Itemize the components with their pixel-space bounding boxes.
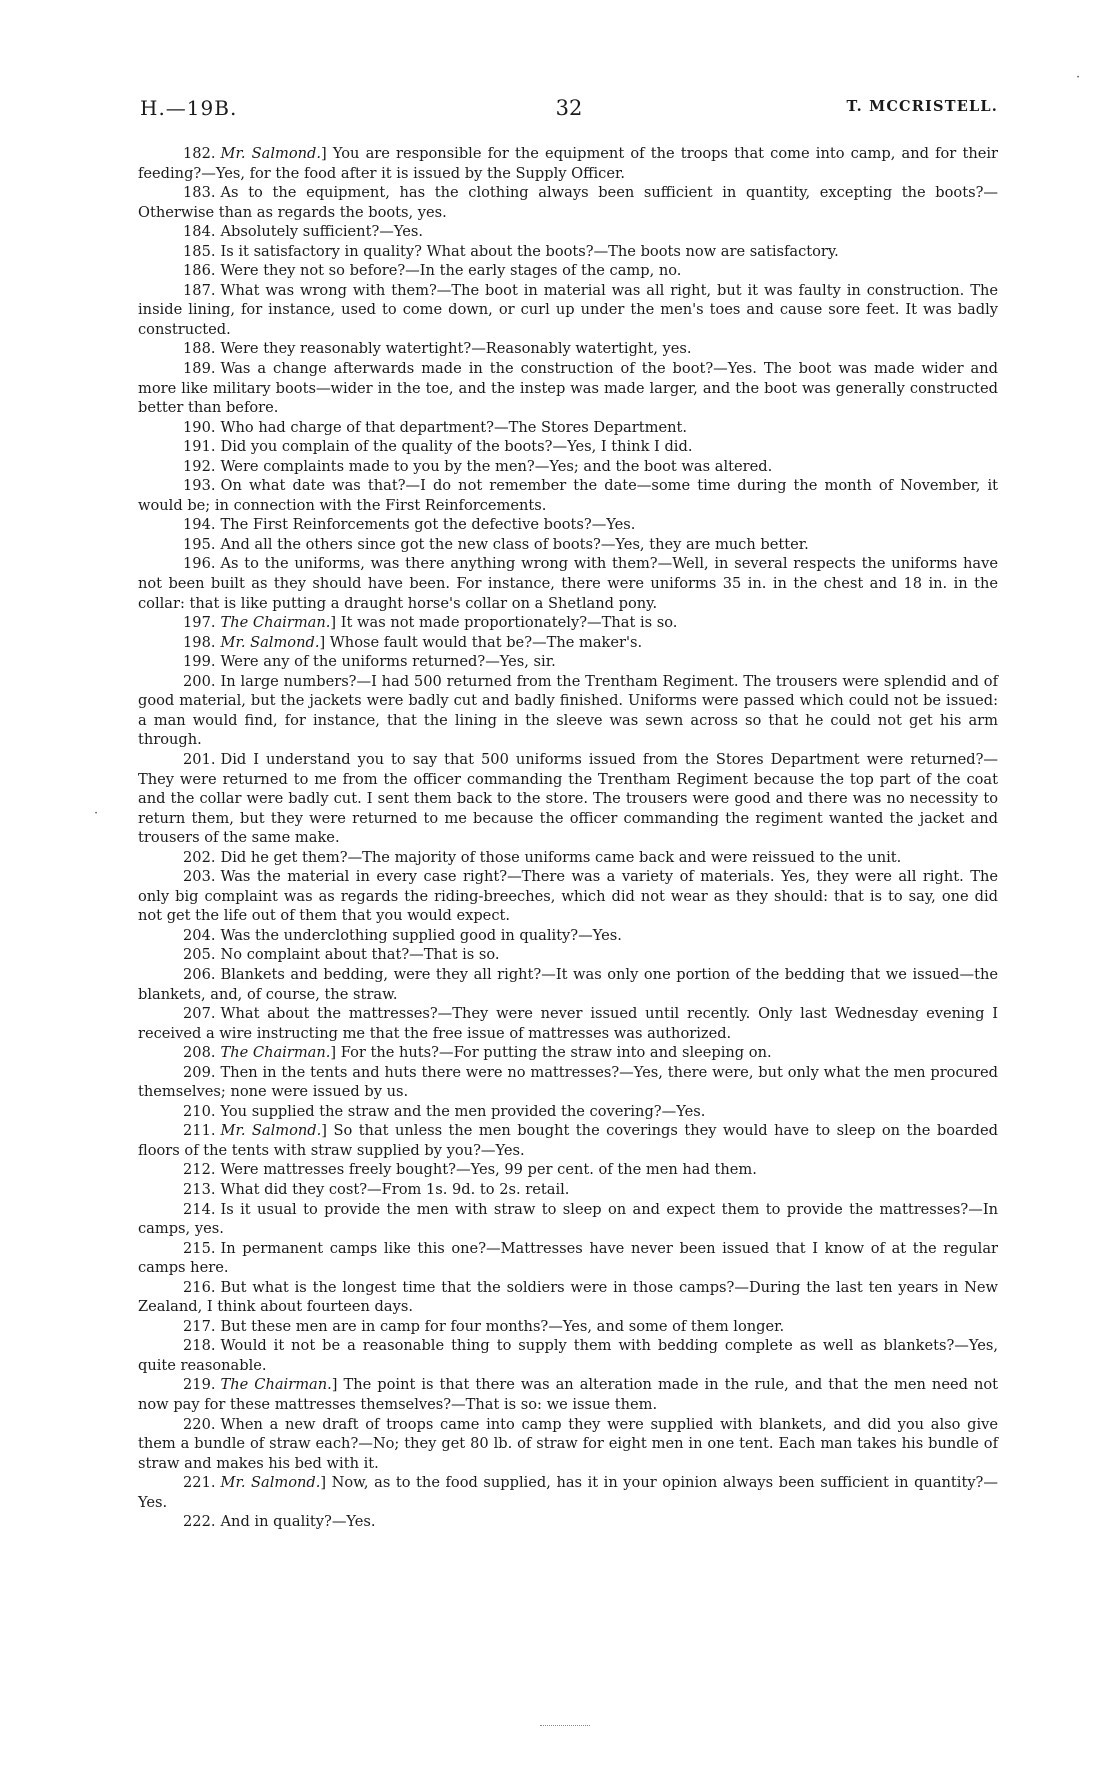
question-number: 193. <box>183 477 216 495</box>
question-answer-text: Is it satisfactory in quality? What about the boots?—The boots now are satisfactory. <box>220 242 839 260</box>
testimony-paragraph <box>138 1102 998 1122</box>
question-number: 184. <box>183 223 216 241</box>
question-answer-text: And in quality?—Yes. <box>220 1513 376 1531</box>
testimony-paragraph <box>138 1239 998 1278</box>
question-answer-text: No complaint about that?—That is so. <box>220 946 500 964</box>
testimony-paragraph <box>138 437 998 457</box>
question-answer-text: Was the material in every case right?—There was a variety of materials. Yes, they were all right. The only big complaint was as regards the riding-breeches, which did not wear as they should: that is to say, one did not get the life out of them that you would expect. <box>138 868 998 925</box>
testimony-paragraph <box>138 1180 998 1200</box>
page-end-mark <box>540 1725 590 1728</box>
question-number: 197. <box>183 614 216 632</box>
testimony-paragraph <box>138 633 998 653</box>
speaker-name: Mr. Salmond. <box>220 1474 321 1492</box>
testimony-paragraph <box>138 848 998 868</box>
question-answer-text: ] Now, as to the food supplied, has it in your opinion always been sufficient in quantity?—Yes. <box>138 1474 998 1511</box>
question-number: 216. <box>183 1278 216 1296</box>
question-answer-text: Is it usual to provide the men with straw to sleep on and expect them to provide the mattresses?—In camps, yes. <box>138 1200 998 1238</box>
page-header <box>140 96 998 126</box>
margin-mark: · <box>1076 70 1081 85</box>
question-answer-text: Were complaints made to you by the men?—Yes; and the boot was altered. <box>220 457 773 475</box>
question-number: 182. <box>183 145 216 162</box>
question-number: 215. <box>183 1239 216 1257</box>
question-answer-text: ] Whose fault would that be?—The maker's. <box>319 633 643 651</box>
document-reference: H.—19B. <box>140 96 238 120</box>
question-number: 190. <box>183 418 216 436</box>
testimony-paragraph <box>138 554 998 613</box>
question-number: 217. <box>183 1317 216 1335</box>
testimony-paragraph <box>138 1043 998 1063</box>
testimony-paragraph <box>138 222 998 242</box>
page-number: 32 <box>555 96 583 120</box>
question-answer-text: What about the mattresses?—They were never issued until recently. Only last Wednesday evening I received a wire instructing me that the free issue of mattresses was authorized. <box>138 1005 998 1042</box>
speaker-name: Mr. Salmond. <box>220 633 320 651</box>
question-number: 192. <box>183 457 216 475</box>
speaker-name: The Chairman. <box>220 614 331 632</box>
testimony-paragraph <box>138 359 998 418</box>
question-answer-text: The First Reinforcements got the defective boots?—Yes. <box>220 516 636 534</box>
testimony-paragraph <box>138 1160 998 1180</box>
question-number: 214. <box>183 1200 216 1218</box>
question-number: 212. <box>183 1161 216 1179</box>
testimony-paragraph <box>138 1375 998 1414</box>
question-answer-text: When a new draft of troops came into camp they were supplied with blankets, and did you also give them a bundle of straw each?—No; they get 80 lb. of straw for eight men in one tent. Each man takes his bundle of straw and makes his bed with it. <box>138 1415 998 1472</box>
testimony-paragraph <box>138 1473 998 1512</box>
testimony-paragraph <box>138 1278 998 1317</box>
question-number: 207. <box>183 1005 216 1023</box>
question-number: 194. <box>183 516 216 534</box>
question-number: 219. <box>183 1376 216 1394</box>
testimony-paragraph <box>138 476 998 515</box>
question-answer-text: On what date was that?—I do not remember the date—some time during the month of November, it would be; in connection with the First Reinforcements. <box>138 477 998 514</box>
testimony-paragraph <box>138 281 998 340</box>
question-answer-text: Were they not so before?—In the early stages of the camp, no. <box>220 262 682 280</box>
question-number: 205. <box>183 946 216 964</box>
question-answer-text: Blankets and bedding, were they all right?—It was only one portion of the bedding that we issued—the blankets, and, of course, the straw. <box>138 965 998 1003</box>
testimony-paragraph <box>138 1512 998 1532</box>
question-number: 202. <box>183 848 216 866</box>
question-number: 203. <box>183 868 216 886</box>
question-answer-text: ] So that unless the men bought the coverings they would have to sleep on the boarded floors of the tents with straw supplied by you?—Yes. <box>138 1122 999 1159</box>
testimony-paragraph <box>138 339 998 359</box>
question-number: 183. <box>183 184 216 202</box>
question-number: 218. <box>183 1337 216 1355</box>
testimony-paragraph <box>138 1004 998 1043</box>
question-number: 188. <box>183 340 216 358</box>
question-number: 189. <box>183 360 216 378</box>
question-answer-text: Absolutely sufficient?—Yes. <box>220 223 423 241</box>
question-number: 221. <box>183 1474 216 1492</box>
question-number: 191. <box>183 438 216 456</box>
testimony-paragraph <box>138 1063 998 1102</box>
question-number: 208. <box>183 1044 216 1062</box>
question-answer-text: Who had charge of that department?—The Stores Department. <box>220 418 687 436</box>
testimony-paragraph <box>138 926 998 946</box>
question-number: 198. <box>183 633 216 651</box>
question-answer-text: Then in the tents and huts there were no mattresses?—Yes, there were, but only what the men procured themselves; none were issued by us. <box>138 1063 998 1101</box>
question-number: 213. <box>183 1180 216 1198</box>
question-number: 196. <box>183 555 216 573</box>
question-answer-text: ] It was not made proportionately?—That is so. <box>330 614 678 632</box>
question-answer-text: ] You are responsible for the equipment of the troops that come into camp, and for their feeding?—Yes, for the food after it is issued by the Supply Officer. <box>138 145 998 182</box>
question-answer-text: What did they cost?—From 1s. 9d. to 2s. retail. <box>220 1180 570 1198</box>
question-answer-text: ] For the huts?—For putting the straw into and sleeping on. <box>330 1044 772 1062</box>
testimony-paragraph <box>138 945 998 965</box>
testimony-paragraph <box>138 261 998 281</box>
question-answer-text: Was the underclothing supplied good in quality?—Yes. <box>220 926 622 944</box>
question-number: 204. <box>183 926 216 944</box>
question-answer-text: Did you complain of the quality of the boots?—Yes, I think I did. <box>220 438 693 456</box>
question-answer-text: In permanent camps like this one?—Mattresses have never been issued that I know of at the regular camps here. <box>138 1239 998 1277</box>
question-answer-text: Did he get them?—The majority of those uniforms came back and were reissued to the unit. <box>220 848 902 866</box>
testimony-paragraph <box>138 867 998 926</box>
testimony-paragraph <box>138 535 998 555</box>
testimony-paragraph <box>138 1121 998 1160</box>
question-answer-text: In large numbers?—I had 500 returned from the Trentham Regiment. The trousers were splendid and of good material, but the jackets were badly cut and badly finished. Uniforms were passed which could not be issued: a man would find, for instance, that the lining in the sleeve was sewn across so that he could not get his arm through. <box>138 672 998 749</box>
question-answer-text: But what is the longest time that the soldiers were in those camps?—During the last ten years in New Zealand, I think about fourteen days. <box>138 1278 998 1316</box>
testimony-paragraph <box>138 1415 998 1474</box>
testimony-body <box>138 144 998 1532</box>
question-number: 201. <box>183 750 216 768</box>
testimony-paragraph <box>138 613 998 633</box>
question-answer-text: Was a change afterwards made in the construction of the boot?—Yes. The boot was made wider and more like military boots—wider in the toe, and the instep was made larger, and the boot was generally constructed better than before. <box>138 360 998 417</box>
question-number: 186. <box>183 262 216 280</box>
question-number: 206. <box>183 965 216 983</box>
question-number: 211. <box>183 1122 216 1140</box>
question-number: 200. <box>183 672 216 690</box>
question-answer-text: Were they reasonably watertight?—Reasonably watertight, yes. <box>220 340 692 358</box>
question-answer-text: ] The point is that there was an alteration made in the rule, and that the men need not now pay for these mattresses themselves?—That is so: we issue them. <box>138 1376 998 1413</box>
question-number: 187. <box>183 281 216 299</box>
testimony-paragraph <box>138 457 998 477</box>
question-answer-text: Would it not be a reasonable thing to supply them with bedding complete as well as blankets?—Yes, quite reasonable. <box>138 1337 998 1374</box>
question-number: 209. <box>183 1063 216 1081</box>
testimony-paragraph <box>138 1317 998 1337</box>
question-answer-text: As to the equipment, has the clothing always been sufficient in quantity, excepting the boots?—Otherwise than as regards the boots, yes. <box>138 184 998 221</box>
testimony-paragraph <box>138 144 998 183</box>
testimony-paragraph <box>138 183 998 222</box>
speaker-name: Mr. Salmond. <box>220 145 321 162</box>
testimony-paragraph <box>138 965 998 1004</box>
question-answer-text: What was wrong with them?—The boot in material was all right, but it was faulty in construction. The inside lining, for instance, used to come down, or curl up under the men's toes and cause sore feet. It was badly constructed. <box>138 281 998 338</box>
question-number: 222. <box>183 1513 216 1531</box>
speaker-name: The Chairman. <box>220 1044 331 1062</box>
testimony-paragraph <box>138 750 998 848</box>
question-number: 185. <box>183 242 216 260</box>
testimony-paragraph <box>138 418 998 438</box>
testimony-paragraph <box>138 672 998 750</box>
margin-mark: · <box>94 806 99 821</box>
testimony-paragraph <box>138 515 998 535</box>
speaker-name: The Chairman. <box>220 1376 332 1394</box>
question-answer-text: But these men are in camp for four months?—Yes, and some of them longer. <box>220 1317 785 1335</box>
testimony-paragraph <box>138 242 998 262</box>
testimony-paragraph <box>138 1200 998 1239</box>
question-answer-text: And all the others since got the new class of boots?—Yes, they are much better. <box>220 535 809 553</box>
question-answer-text: Were any of the uniforms returned?—Yes, sir. <box>220 653 556 671</box>
question-answer-text: You supplied the straw and the men provided the covering?—Yes. <box>220 1102 706 1120</box>
witness-name: T. MCCRISTELL. <box>846 98 998 115</box>
question-answer-text: Were mattresses freely bought?—Yes, 99 per cent. of the men had them. <box>220 1161 757 1179</box>
question-number: 220. <box>183 1415 216 1433</box>
question-number: 199. <box>183 653 216 671</box>
question-answer-text: As to the uniforms, was there anything wrong with them?—Well, in several respects the uniforms have not been built as they should have been. For instance, there were uniforms 35 in. in the chest and 18 in. in the collar: that is like putting a draught horse's collar on a Shetland pony. <box>138 555 998 612</box>
testimony-paragraph <box>138 652 998 672</box>
question-number: 210. <box>183 1102 216 1120</box>
question-number: 195. <box>183 535 216 553</box>
question-answer-text: Did I understand you to say that 500 uniforms issued from the Stores Department were returned?—They were returned to me from the officer commanding the Trentham Regiment because the top part of the coat and the collar were badly cut. I sent them back to the store. The trousers were good and there was no necessity to return them, but they were returned to me because the officer commanding the regiment wanted the jacket and trousers of the same make. <box>138 750 998 847</box>
testimony-paragraph <box>138 1336 998 1375</box>
speaker-name: Mr. Salmond. <box>220 1122 322 1140</box>
